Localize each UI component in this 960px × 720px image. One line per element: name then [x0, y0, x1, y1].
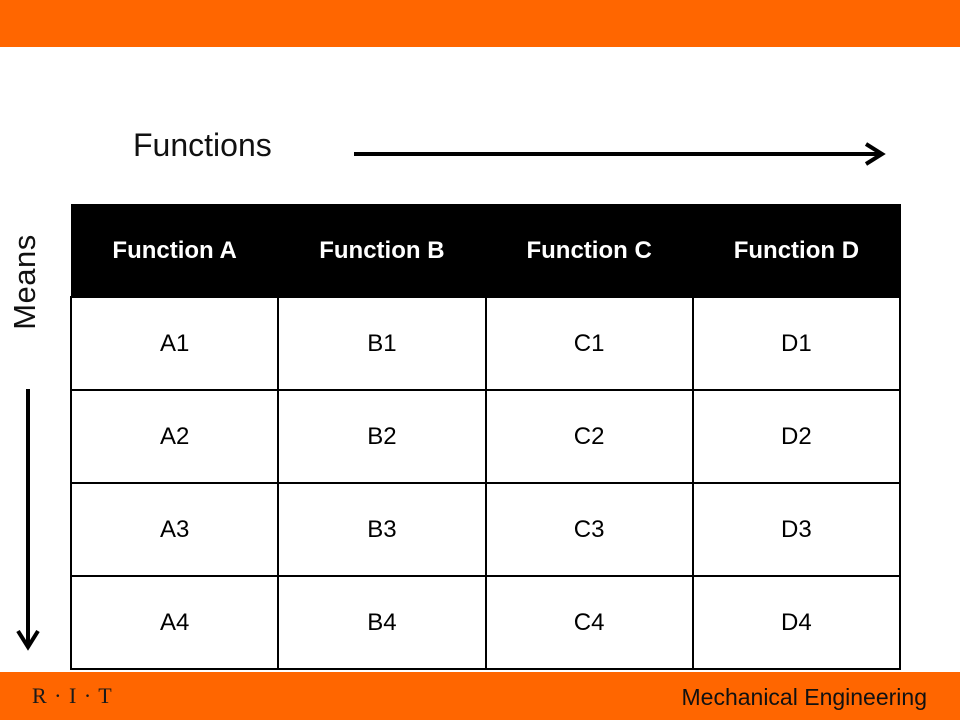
table-cell: C2	[486, 390, 693, 483]
table-cell: B1	[278, 297, 485, 390]
table-row	[71, 576, 900, 669]
table-row	[71, 483, 900, 576]
table-cell: D2	[693, 390, 900, 483]
table-cell: C3	[486, 483, 693, 576]
table-cell: D3	[693, 483, 900, 576]
table-cell: C4	[486, 576, 693, 669]
footer-bar	[0, 672, 960, 720]
table-cell: B2	[278, 390, 485, 483]
table-header-row	[71, 205, 900, 298]
functions-axis-label: Functions	[133, 127, 272, 163]
rit-logo: R · I · T	[32, 683, 113, 708]
table-cell: A4	[71, 576, 278, 669]
table-cell: A2	[71, 390, 278, 483]
header-function-c: Function C	[486, 205, 693, 298]
table-row	[71, 390, 900, 483]
department-label: Mechanical Engineering	[681, 684, 927, 710]
functions-arrow-icon	[352, 140, 888, 168]
header-function-a: Function A	[71, 205, 278, 298]
table-cell: B3	[278, 483, 485, 576]
table-cell: A1	[71, 297, 278, 390]
table-cell: C1	[486, 297, 693, 390]
table-cell: D1	[693, 297, 900, 390]
means-arrow-icon	[14, 387, 42, 653]
top-accent-bar	[0, 0, 960, 47]
header-function-b: Function B	[278, 205, 485, 298]
table-cell: D4	[693, 576, 900, 669]
morphological-chart-table	[70, 204, 901, 670]
table-cell: B4	[278, 576, 485, 669]
means-axis-label	[2, 222, 48, 342]
means-axis-label-text: Means	[7, 234, 43, 330]
table-cell: A3	[71, 483, 278, 576]
header-function-d: Function D	[693, 205, 900, 298]
table-row	[71, 297, 900, 390]
